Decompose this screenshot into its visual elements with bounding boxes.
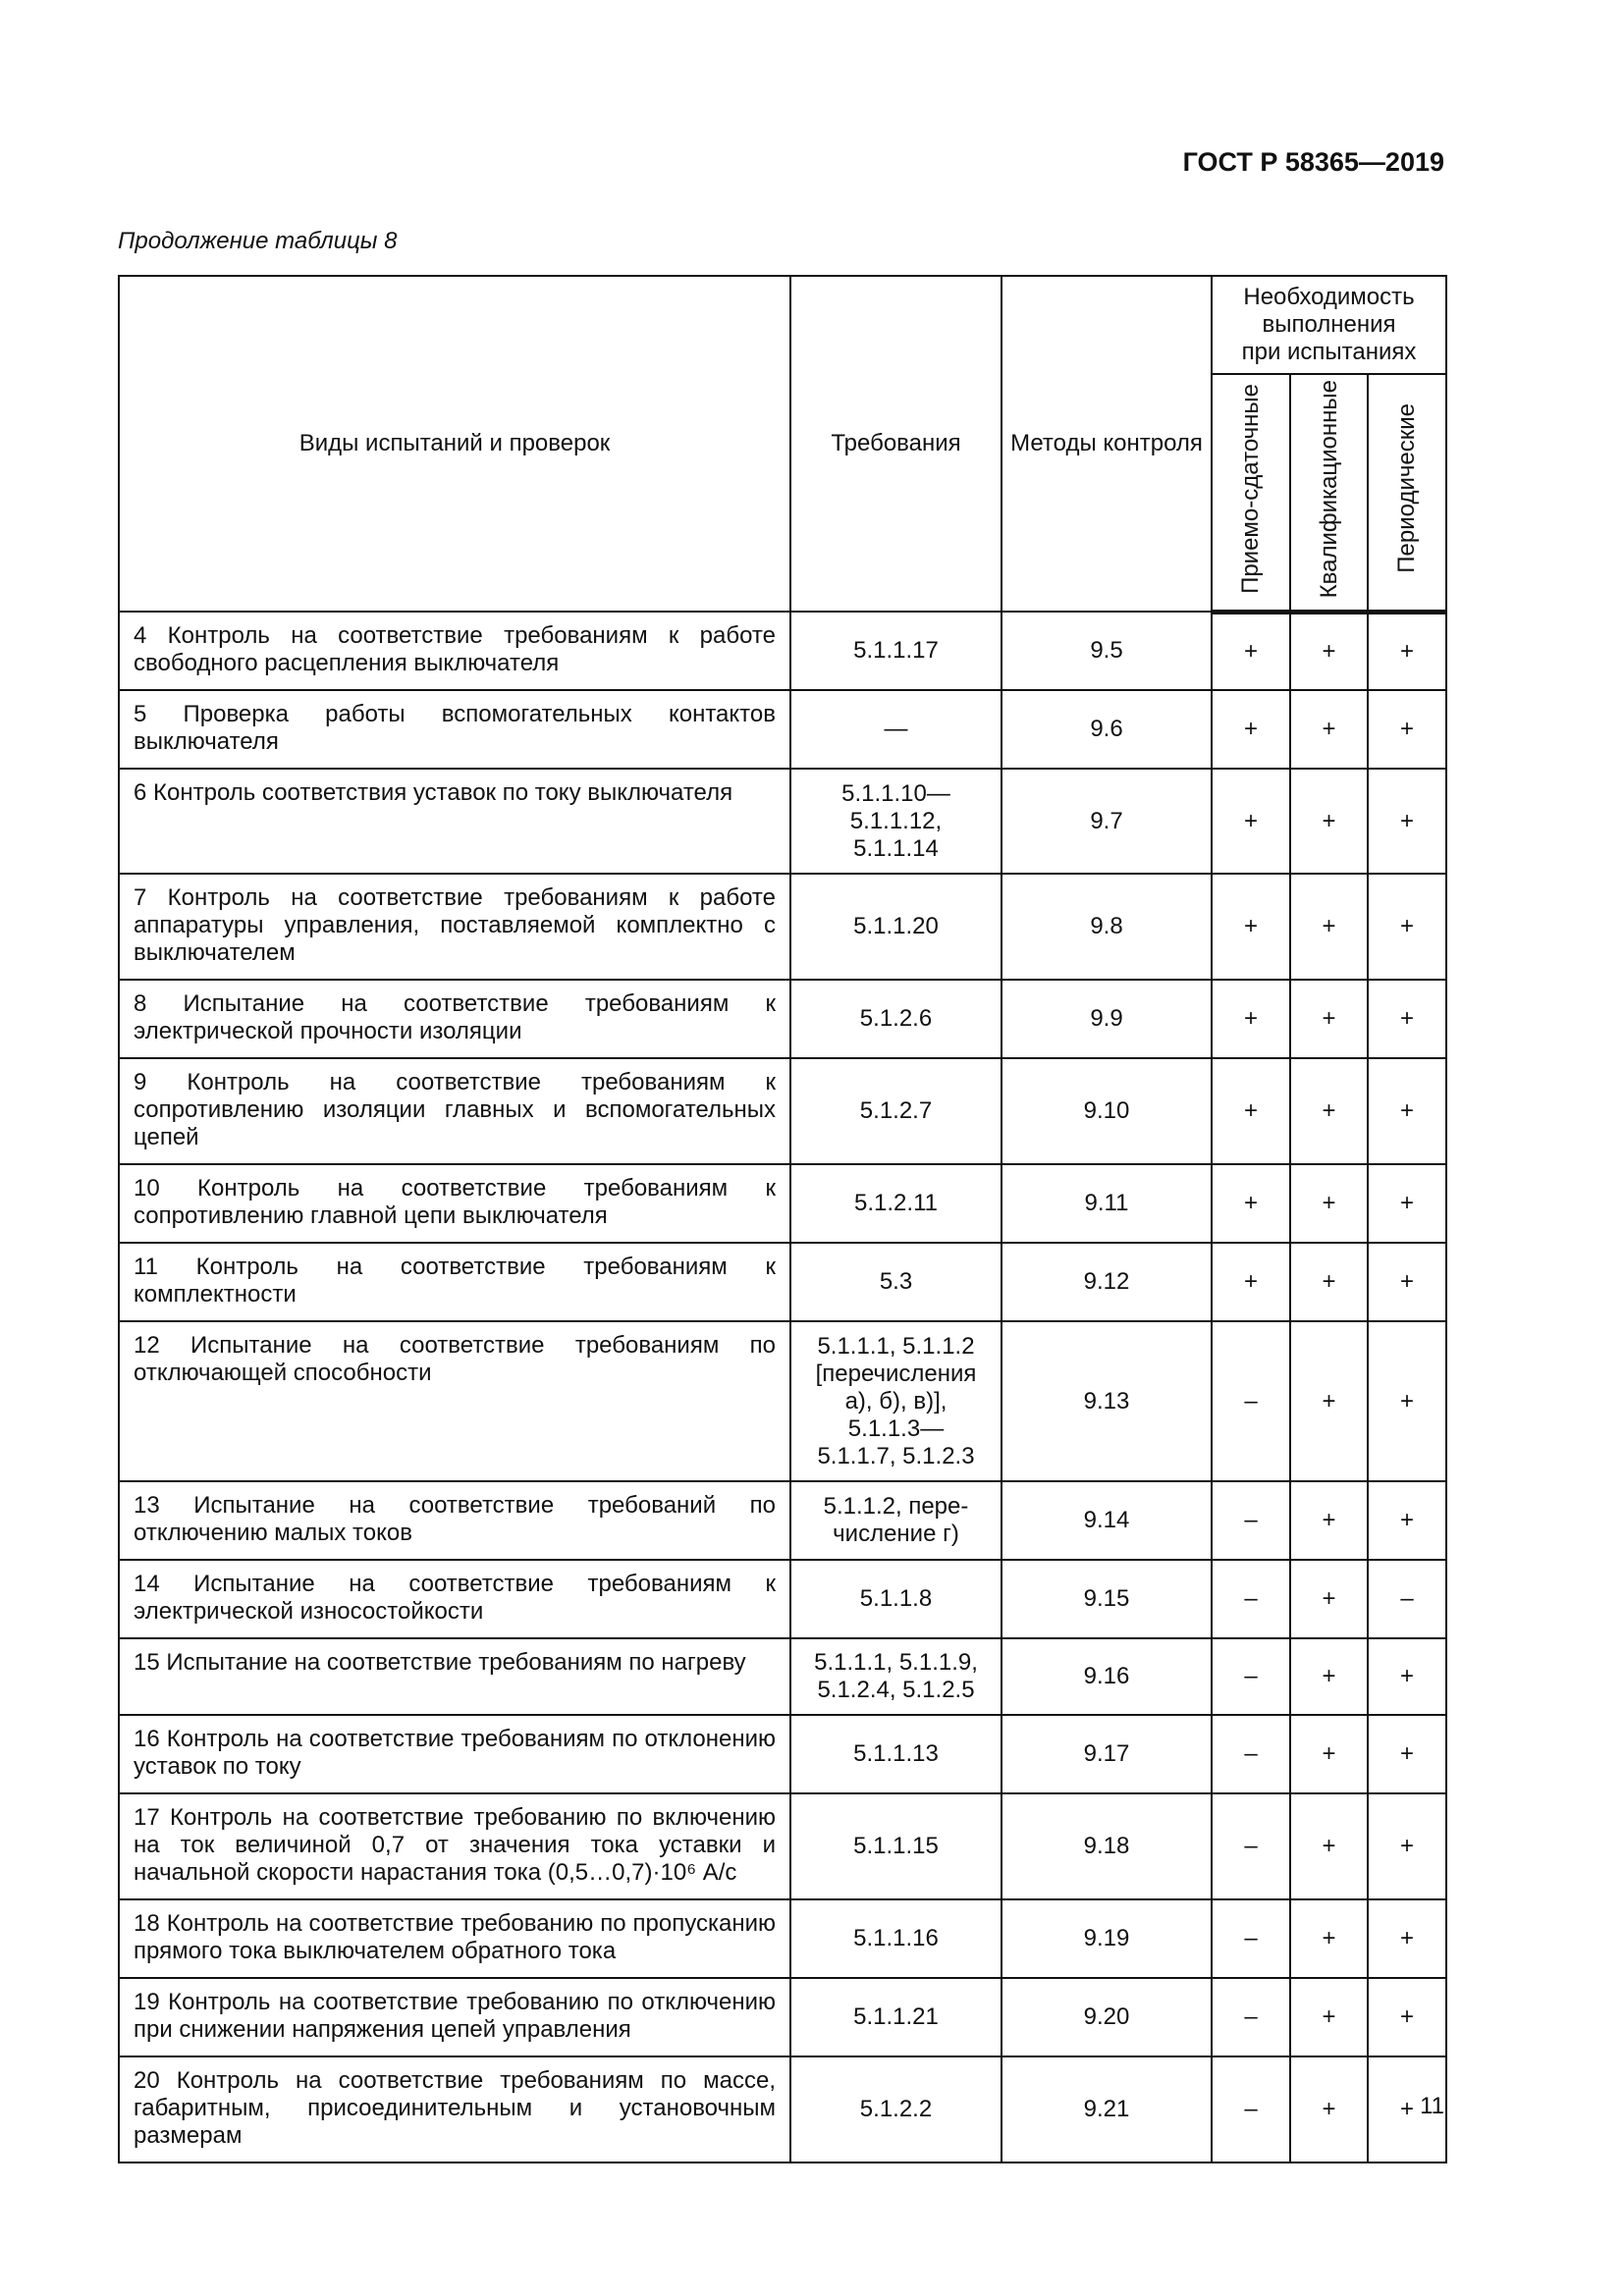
test-name-cell: 18 Контроль на соответствие требованию по пропусканию прямого тока выключателем обратного тока <box>119 1899 790 1978</box>
qualification-label: Квалификационные <box>1315 379 1342 598</box>
requirement-line: 5.1.1.1, 5.1.1.9, <box>814 1649 978 1676</box>
requirement-line: 5.1.1.13 <box>853 1740 939 1767</box>
table-row <box>119 612 1446 690</box>
periodic-mark: + <box>1368 769 1446 874</box>
qualification-mark: + <box>1290 2056 1368 2163</box>
test-name-cell: 14 Испытание на соответствие требованиям к электрической износостойкости <box>119 1560 790 1638</box>
periodic-mark: + <box>1368 612 1446 690</box>
requirements-cell <box>790 1058 1001 1164</box>
requirement-line: [перечисления <box>815 1360 977 1387</box>
periodic-mark: + <box>1368 1978 1446 2056</box>
qualification-mark: + <box>1290 1243 1368 1321</box>
test-name-cell: 10 Контроль на соответствие требованиям к сопротивлению главной цепи выключателя <box>119 1164 790 1243</box>
method-cell: 9.16 <box>1001 1638 1212 1715</box>
method-cell: 9.20 <box>1001 1978 1212 2056</box>
periodic-mark: + <box>1368 1164 1446 1243</box>
requirement-line: 5.1.1.16 <box>853 1925 939 1951</box>
document-code: ГОСТ Р 58365—2019 <box>1182 147 1444 177</box>
test-name-cell: 16 Контроль на соответствие требованиям по отклонению уставок по току <box>119 1715 790 1793</box>
method-cell: 9.8 <box>1001 874 1212 980</box>
requirements-cell <box>790 690 1001 769</box>
acceptance-mark: + <box>1212 874 1290 980</box>
acceptance-mark: – <box>1212 1899 1290 1978</box>
requirement-line: 5.1.1.17 <box>853 637 939 664</box>
test-name-cell: 13 Испытание на соответствие требований по отключению малых токов <box>119 1481 790 1560</box>
requirement-line: 5.1.1.10— <box>841 779 950 807</box>
table-row <box>119 769 1446 874</box>
acceptance-mark: – <box>1212 1715 1290 1793</box>
periodic-mark: + <box>1368 1058 1446 1164</box>
qualification-mark: + <box>1290 1560 1368 1638</box>
method-cell: 9.6 <box>1001 690 1212 769</box>
necessity-line-2: выполнения <box>1262 311 1396 338</box>
requirements-cell <box>790 1793 1001 1899</box>
acceptance-mark: + <box>1212 1058 1290 1164</box>
tests-table <box>118 275 1447 2163</box>
column-header-methods: Методы контроля <box>1001 276 1212 612</box>
requirement-line: 5.1.1.3— <box>847 1415 945 1442</box>
table-body <box>119 612 1446 2163</box>
table-row <box>119 1793 1446 1899</box>
periodic-label: Периодические <box>1393 403 1420 574</box>
requirement-line: 5.1.1.2, пере- <box>823 1493 969 1520</box>
requirements-cell <box>790 1243 1001 1321</box>
method-cell: 9.13 <box>1001 1321 1212 1481</box>
requirement-line: 5.1.1.7, 5.1.2.3 <box>817 1442 975 1469</box>
column-header-periodic <box>1368 374 1446 612</box>
acceptance-mark: + <box>1212 1164 1290 1243</box>
test-name-cell: 12 Испытание на соответствие требованиям по отключающей способности <box>119 1321 790 1481</box>
method-cell: 9.15 <box>1001 1560 1212 1638</box>
acceptance-mark: + <box>1212 769 1290 874</box>
requirement-line: 5.1.2.2 <box>859 2096 933 2122</box>
qualification-mark: + <box>1290 874 1368 980</box>
test-name-cell: 19 Контроль на соответствие требованию по отключению при снижении напряжения цепей управления <box>119 1978 790 2056</box>
table-row <box>119 690 1446 769</box>
requirements-cell <box>790 1321 1001 1481</box>
periodic-mark: + <box>1368 1321 1446 1481</box>
acceptance-mark: – <box>1212 1638 1290 1715</box>
test-name-cell: 7 Контроль на соответствие требованиям к работе аппаратуры управления, поставляемой комплектно с выключателем <box>119 874 790 980</box>
acceptance-mark: – <box>1212 1978 1290 2056</box>
page-number: 11 <box>1420 2093 1444 2119</box>
requirements-cell <box>790 1978 1001 2056</box>
requirement-line: 5.3 <box>879 1268 913 1295</box>
column-header-qualification <box>1290 374 1368 612</box>
requirement-line: числение г) <box>833 1521 959 1547</box>
periodic-mark: – <box>1368 1560 1446 1638</box>
acceptance-mark: + <box>1212 612 1290 690</box>
method-cell: 9.9 <box>1001 980 1212 1058</box>
table-row <box>119 1164 1446 1243</box>
requirement-line: 5.1.1.20 <box>853 913 939 939</box>
acceptance-mark: – <box>1212 1481 1290 1560</box>
requirements-cell <box>790 1715 1001 1793</box>
method-cell: 9.14 <box>1001 1481 1212 1560</box>
qualification-mark: + <box>1290 1481 1368 1560</box>
table-row <box>119 1560 1446 1638</box>
test-name-cell: 11 Контроль на соответствие требованиям к комплектности <box>119 1243 790 1321</box>
qualification-mark: + <box>1290 769 1368 874</box>
table-row <box>119 1638 1446 1715</box>
table-row <box>119 1058 1446 1164</box>
table-continuation-caption: Продолжение таблицы 8 <box>118 228 398 254</box>
requirement-line: 5.1.2.7 <box>859 1097 933 1124</box>
requirements-cell <box>790 1164 1001 1243</box>
qualification-mark: + <box>1290 1978 1368 2056</box>
acceptance-label: Приемо-сдаточные <box>1237 383 1264 594</box>
table-row <box>119 1481 1446 1560</box>
test-name-cell: 9 Контроль на соответствие требованиям к сопротивлению изоляции главных и вспомогательных цепей <box>119 1058 790 1164</box>
periodic-mark: + <box>1368 980 1446 1058</box>
requirement-line: 5.1.1.12, <box>849 807 943 834</box>
acceptance-mark: + <box>1212 690 1290 769</box>
requirements-cell <box>790 612 1001 690</box>
requirement-line: 5.1.1.15 <box>853 1833 939 1859</box>
requirements-cell <box>790 2056 1001 2163</box>
column-header-tests: Виды испытаний и проверок <box>119 276 790 612</box>
test-name-cell: 5 Проверка работы вспомогательных контактов выключателя <box>119 690 790 769</box>
method-cell: 9.21 <box>1001 2056 1212 2163</box>
acceptance-mark: – <box>1212 1560 1290 1638</box>
requirement-line: 5.1.1.8 <box>859 1585 933 1612</box>
test-name-cell: 15 Испытание на соответствие требованиям по нагреву <box>119 1638 790 1715</box>
periodic-mark: + <box>1368 2056 1446 2163</box>
qualification-mark: + <box>1290 1715 1368 1793</box>
periodic-mark: + <box>1368 1715 1446 1793</box>
necessity-line-1: Необходимость <box>1243 284 1415 310</box>
qualification-mark: + <box>1290 612 1368 690</box>
table-row <box>119 1899 1446 1978</box>
requirements-cell <box>790 1638 1001 1715</box>
table-row <box>119 874 1446 980</box>
test-name-cell: 8 Испытание на соответствие требованиям к электрической прочности изоляции <box>119 980 790 1058</box>
method-cell: 9.18 <box>1001 1793 1212 1899</box>
column-header-acceptance <box>1212 374 1290 612</box>
table-row <box>119 2056 1446 2163</box>
requirements-cell <box>790 1481 1001 1560</box>
method-cell: 9.19 <box>1001 1899 1212 1978</box>
requirements-cell <box>790 769 1001 874</box>
qualification-mark: + <box>1290 1638 1368 1715</box>
requirements-cell <box>790 980 1001 1058</box>
table-header <box>119 276 1446 612</box>
periodic-mark: + <box>1368 690 1446 769</box>
method-cell: 9.17 <box>1001 1715 1212 1793</box>
table-row <box>119 1321 1446 1481</box>
qualification-mark: + <box>1290 690 1368 769</box>
qualification-mark: + <box>1290 1321 1368 1481</box>
method-cell: 9.12 <box>1001 1243 1212 1321</box>
table-row <box>119 980 1446 1058</box>
acceptance-mark: – <box>1212 1321 1290 1481</box>
requirement-line: 5.1.2.4, 5.1.2.5 <box>817 1677 975 1703</box>
test-name-cell: 17 Контроль на соответствие требованию по включению на ток величиной 0,7 от значения тока уставки и начальной скорости нарастания тока (0,5…0,7)·10⁶ А/с <box>119 1793 790 1899</box>
necessity-line-3: при испытаниях <box>1241 339 1417 365</box>
periodic-mark: + <box>1368 1793 1446 1899</box>
method-cell: 9.10 <box>1001 1058 1212 1164</box>
periodic-mark: + <box>1368 1481 1446 1560</box>
requirement-line: 5.1.2.11 <box>854 1190 938 1216</box>
method-cell: 9.5 <box>1001 612 1212 690</box>
requirement-line: 5.1.2.6 <box>859 1005 933 1032</box>
qualification-mark: + <box>1290 1899 1368 1978</box>
periodic-mark: + <box>1368 1899 1446 1978</box>
test-name-cell: 4 Контроль на соответствие требованиям к работе свободного расцепления выключателя <box>119 612 790 690</box>
periodic-mark: + <box>1368 1638 1446 1715</box>
qualification-mark: + <box>1290 1058 1368 1164</box>
table-row <box>119 1715 1446 1793</box>
acceptance-mark: + <box>1212 980 1290 1058</box>
requirement-line: а), б), в)], <box>844 1387 947 1415</box>
acceptance-mark: + <box>1212 1243 1290 1321</box>
qualification-mark: + <box>1290 980 1368 1058</box>
requirements-cell <box>790 1899 1001 1978</box>
requirement-line: 5.1.1.1, 5.1.1.2 <box>817 1332 975 1360</box>
acceptance-mark: – <box>1212 2056 1290 2163</box>
method-cell: 9.11 <box>1001 1164 1212 1243</box>
test-name-cell: 20 Контроль на соответствие требованиям по массе, габаритным, присоединительным и установочным размерам <box>119 2056 790 2163</box>
table-row <box>119 1243 1446 1321</box>
acceptance-mark: – <box>1212 1793 1290 1899</box>
requirement-line: — <box>884 716 908 742</box>
requirement-line: 5.1.1.14 <box>853 834 939 862</box>
qualification-mark: + <box>1290 1164 1368 1243</box>
periodic-mark: + <box>1368 874 1446 980</box>
requirements-cell <box>790 874 1001 980</box>
table-row <box>119 1978 1446 2056</box>
method-cell: 9.7 <box>1001 769 1212 874</box>
requirement-line: 5.1.1.21 <box>853 2003 939 2030</box>
requirements-cell <box>790 1560 1001 1638</box>
column-group-header-necessity <box>1212 276 1446 374</box>
periodic-mark: + <box>1368 1243 1446 1321</box>
column-header-requirements: Требования <box>790 276 1001 612</box>
qualification-mark: + <box>1290 1793 1368 1899</box>
test-name-cell: 6 Контроль соответствия уставок по току выключателя <box>119 769 790 874</box>
